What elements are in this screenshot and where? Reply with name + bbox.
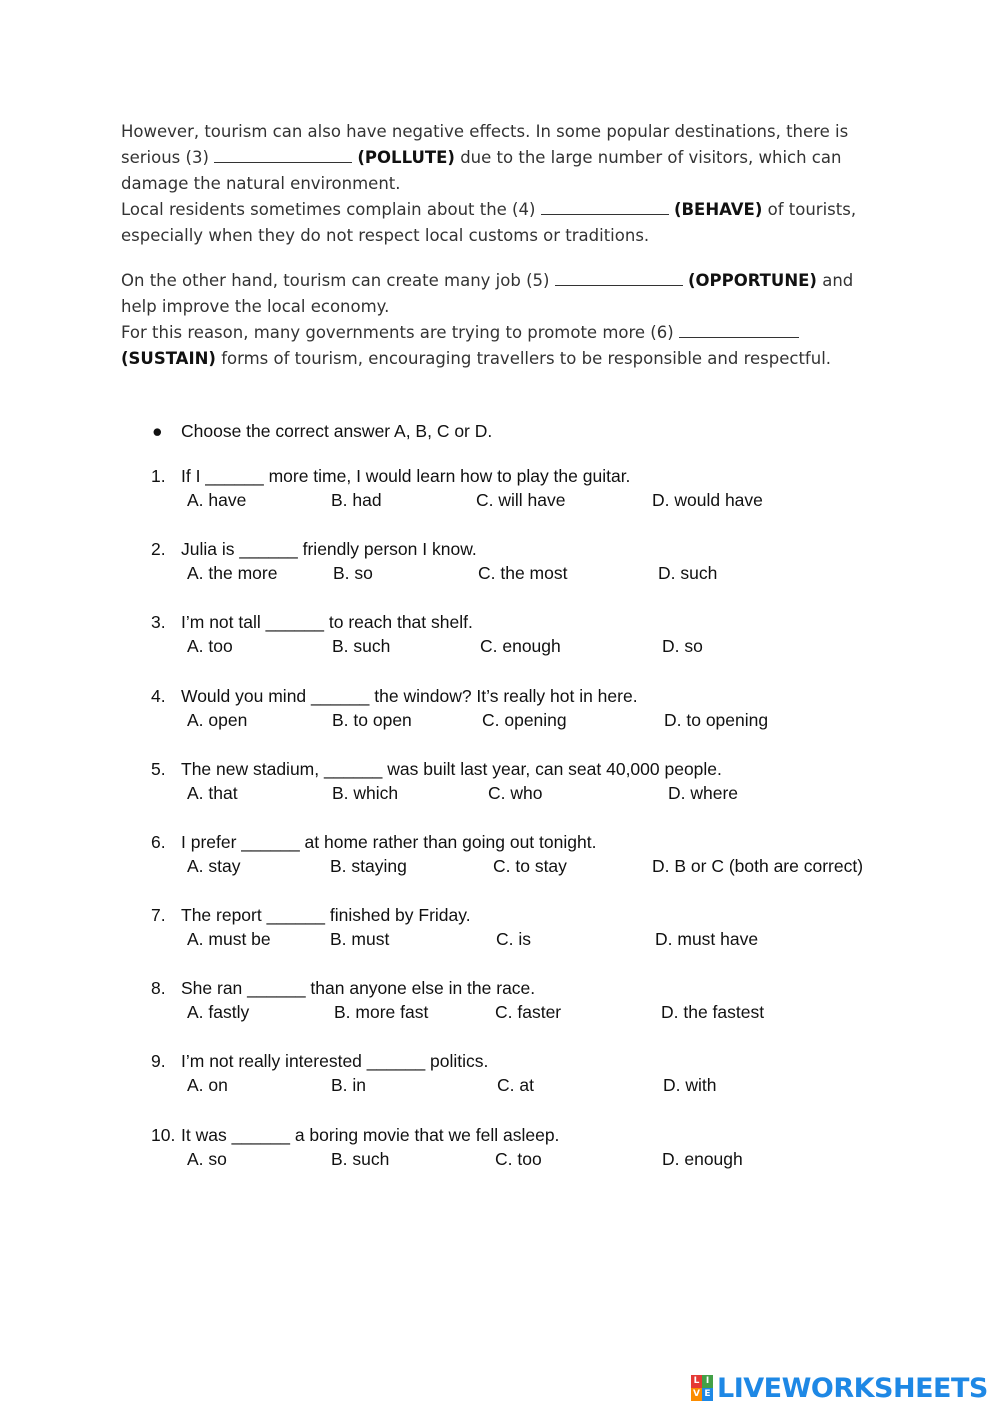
logo-mark-letter: E	[702, 1388, 713, 1401]
keyword: (SUSTAIN)	[121, 349, 216, 368]
question-item	[151, 903, 911, 951]
answer-option[interactable]: A. the more	[187, 563, 278, 583]
answer-option[interactable]: A. open	[187, 710, 248, 730]
answer-option[interactable]: B. which	[332, 783, 399, 803]
answer-option[interactable]: B. to open	[332, 710, 412, 730]
question-number: 8.	[151, 978, 166, 998]
bullet-icon: ●	[152, 421, 163, 441]
answer-option[interactable]: B. so	[333, 563, 373, 583]
answer-option[interactable]: D. B or C (both are correct)	[652, 856, 864, 876]
question-line	[151, 903, 911, 927]
answer-option[interactable]: D. where	[668, 783, 739, 803]
answer-option[interactable]: A. on	[187, 1075, 228, 1095]
question-text: It was ______ a boring movie that we fell asleep.	[181, 1125, 560, 1145]
answer-option[interactable]: B. staying	[330, 856, 407, 876]
answer-options	[151, 854, 911, 878]
question-item	[151, 537, 911, 585]
answer-option[interactable]: A. that	[187, 783, 238, 803]
keyword: (OPPORTUNE)	[687, 271, 817, 290]
question-number: 10.	[151, 1125, 176, 1145]
passage-text-1: However, tourism can also have negative effects. In some popular destinations, there is serious (3) (POLLUTE) due to the large number of visitors, which can damage the natural environment. Local residents sometimes complain about the (4) (BEHAVE) of tourists, especially when they do not respect local customs or traditions.	[121, 122, 857, 245]
answer-options	[151, 781, 911, 805]
question-line	[151, 976, 911, 1000]
answer-blank[interactable]	[214, 148, 352, 163]
question-text: I’m not tall ______ to reach that shelf.	[181, 612, 473, 632]
answer-option[interactable]: D. such	[658, 563, 718, 583]
answer-option[interactable]: A. have	[187, 490, 247, 510]
answer-option[interactable]: C. is	[496, 929, 531, 949]
answer-option[interactable]: A. must be	[187, 929, 271, 949]
question-line	[151, 1049, 911, 1073]
question-item	[151, 610, 911, 658]
answer-option[interactable]: D. to opening	[664, 710, 769, 730]
answer-option[interactable]: C. who	[488, 783, 543, 803]
answer-options	[151, 488, 911, 512]
passage-paragraph-2	[121, 268, 881, 372]
answer-option[interactable]: A. so	[187, 1149, 227, 1169]
question-text: The report ______ finished by Friday.	[181, 905, 471, 925]
logo-mark-letter: I	[702, 1375, 713, 1388]
answer-option[interactable]: C. will have	[476, 490, 566, 510]
question-item	[151, 1123, 911, 1171]
keyword: (BEHAVE)	[673, 200, 763, 219]
passage-text-2: On the other hand, tourism can create many job (5) (OPPORTUNE) and help improve the local economy. For this reason, many governments are trying to promote more (6) (SUSTAIN) forms of tourism, encouraging travellers to be responsible and respectful.	[121, 271, 854, 368]
question-number: 5.	[151, 759, 166, 779]
question-number: 6.	[151, 832, 166, 852]
question-line	[151, 537, 911, 561]
answer-option[interactable]: D. so	[662, 636, 703, 656]
answer-options	[151, 1073, 911, 1097]
answer-option[interactable]: C. opening	[482, 710, 567, 730]
answer-option[interactable]: B. such	[332, 636, 391, 656]
answer-option[interactable]: D. with	[663, 1075, 717, 1095]
question-line	[151, 684, 911, 708]
question-item	[151, 464, 911, 512]
question-line	[151, 464, 911, 488]
question-item	[151, 684, 911, 732]
question-item	[151, 1049, 911, 1097]
answer-option[interactable]: B. had	[331, 490, 382, 510]
answer-options	[151, 561, 911, 585]
question-line	[151, 830, 911, 854]
question-number: 1.	[151, 466, 166, 486]
question-line	[151, 757, 911, 781]
answer-option[interactable]: C. too	[495, 1149, 542, 1169]
logo-mark-icon	[691, 1375, 713, 1401]
question-item	[151, 830, 911, 878]
answer-option[interactable]: A. too	[187, 636, 233, 656]
answer-options	[151, 708, 911, 732]
question-number: 7.	[151, 905, 166, 925]
answer-option[interactable]: C. enough	[480, 636, 561, 656]
question-number: 2.	[151, 539, 166, 559]
logo-mark-letter: V	[691, 1388, 702, 1401]
answer-option[interactable]: B. more fast	[334, 1002, 429, 1022]
liveworksheets-logo	[691, 1372, 988, 1404]
question-number: 3.	[151, 612, 166, 632]
passage-paragraph-1	[121, 119, 881, 249]
question-item	[151, 976, 911, 1024]
answer-option[interactable]: C. to stay	[493, 856, 567, 876]
answer-option[interactable]: B. must	[330, 929, 390, 949]
question-line	[151, 1123, 911, 1147]
question-text: I prefer ______ at home rather than going out tonight.	[181, 832, 597, 852]
answer-option[interactable]: C. at	[497, 1075, 534, 1095]
instruction	[152, 420, 492, 442]
answer-option[interactable]: B. such	[331, 1149, 390, 1169]
answer-option[interactable]: C. the most	[478, 563, 568, 583]
question-text: If I ______ more time, I would learn how to play the guitar.	[181, 466, 631, 486]
logo-text: LIVEWORKSHEETS	[717, 1372, 988, 1404]
answer-option[interactable]: A. stay	[187, 856, 241, 876]
keyword: (POLLUTE)	[357, 148, 455, 167]
question-item	[151, 757, 911, 805]
question-text: She ran ______ than anyone else in the race.	[181, 978, 536, 998]
answer-blank[interactable]	[679, 323, 799, 338]
answer-blank[interactable]	[555, 271, 683, 286]
answer-options	[151, 1147, 911, 1171]
instruction-text: Choose the correct answer A, B, C or D.	[181, 421, 493, 441]
answer-blank[interactable]	[541, 200, 669, 215]
answer-option[interactable]: A. fastly	[187, 1002, 250, 1022]
logo-mark-letter: L	[691, 1375, 702, 1388]
answer-option[interactable]: C. faster	[495, 1002, 562, 1022]
answer-options	[151, 927, 911, 951]
answer-option[interactable]: D. the fastest	[661, 1002, 765, 1022]
question-text: Would you mind ______ the window? It’s really hot in here.	[181, 686, 638, 706]
answer-options	[151, 1000, 911, 1024]
question-number: 9.	[151, 1051, 166, 1071]
question-text: The new stadium, ______ was built last year, can seat 40,000 people.	[181, 759, 722, 779]
answer-option[interactable]: D. enough	[662, 1149, 743, 1169]
question-number: 4.	[151, 686, 166, 706]
answer-option[interactable]: B. in	[331, 1075, 367, 1095]
question-text: Julia is ______ friendly person I know.	[181, 539, 477, 559]
question-line	[151, 610, 911, 634]
question-text: I’m not really interested ______ politics.	[181, 1051, 489, 1071]
answer-option[interactable]: D. must have	[655, 929, 759, 949]
answer-options	[151, 634, 911, 658]
answer-option[interactable]: D. would have	[652, 490, 763, 510]
